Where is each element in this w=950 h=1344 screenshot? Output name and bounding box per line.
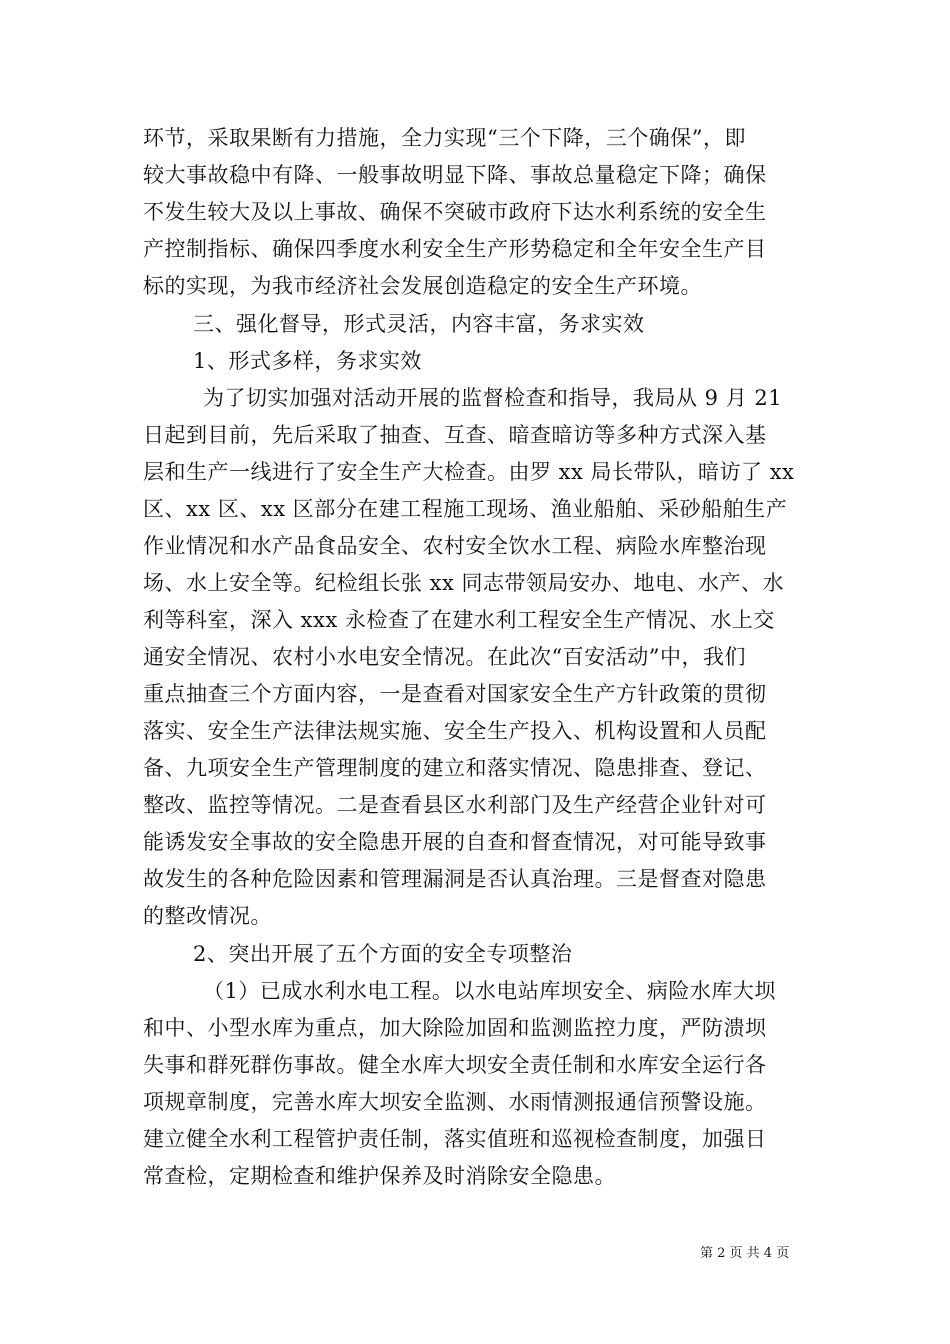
text-line: 落实、安全生产法律法规实施、安全生产投入、机构设置和人员配 bbox=[143, 719, 767, 743]
text-line: 失事和群死群伤事故。健全水库大坝安全责任制和水库安全运行各 bbox=[143, 1053, 767, 1077]
text-line: 常查检，定期检查和维护保养及时消除安全隐患。 bbox=[143, 1164, 616, 1188]
text-line: 区、xx 区、xx 区部分在建工程施工现场、渔业船舶、采砂船舶生产 bbox=[143, 497, 788, 521]
text-line: 建立健全水利工程管护责任制，落实值班和巡视检查制度，加强日 bbox=[143, 1127, 767, 1151]
subsection-heading: 1、形式多样，务求实效 bbox=[193, 349, 422, 373]
text-line: 作业情况和水产品食品安全、农村安全饮水工程、病险水库整治现 bbox=[143, 534, 767, 558]
text-line: 环节，采取果断有力措施，全力实现“三个下降，三个确保”，即 bbox=[143, 126, 746, 150]
text-line: 备、九项安全生产管理制度的建立和落实情况、隐患排查、登记、 bbox=[143, 756, 767, 780]
text-line: 能诱发安全事故的安全隐患开展的自查和督查情况，对可能导致事 bbox=[143, 830, 767, 854]
text-line: 项规章制度，完善水库大坝安全监测、水雨情测报通信预警设施。 bbox=[143, 1090, 767, 1114]
text-line: 通安全情况、农村小水电安全情况。在此次“百安活动”中，我们 bbox=[143, 645, 746, 669]
text-line: 重点抽查三个方面内容，一是查看对国家安全生产方针政策的贯彻 bbox=[143, 682, 767, 706]
text-line: 利等科室，深入 xxx 永检查了在建水利工程安全生产情况、水上交 bbox=[143, 608, 775, 632]
text-line: 较大事故稳中有降、一般事故明显下降、事故总量稳定下降；确保 bbox=[143, 163, 767, 187]
text-line: 层和生产一线进行了安全生产大检查。由罗 xx 局长带队，暗访了 xx bbox=[143, 460, 795, 484]
text-line: 整改、监控等情况。二是查看县区水利部门及生产经营企业针对可 bbox=[143, 793, 767, 817]
text-line: （1）已成水利水电工程。以水电站库坝安全、病险水库大坝 bbox=[203, 979, 776, 1003]
text-line: 的整改情况。 bbox=[143, 904, 272, 928]
text-line: 和中、小型水库为重点，加大除险加固和监测监控力度，严防溃坝 bbox=[143, 1016, 767, 1040]
page-number-footer: 第 2 页 共 4 页 bbox=[700, 1246, 790, 1261]
text-line: 日起到目前，先后采取了抽查、互查、暗查暗访等多种方式深入基 bbox=[143, 423, 767, 447]
section-heading: 三、强化督导，形式灵活，内容丰富，务求实效 bbox=[193, 312, 645, 336]
text-line: 标的实现，为我市经济社会发展创造稳定的安全生产环境。 bbox=[143, 274, 702, 298]
text-line: 不发生较大及以上事故、确保不突破市政府下达水利系统的安全生 bbox=[143, 200, 767, 224]
text-line: 为了切实加强对活动开展的监督检查和指导，我局从 9 月 21 bbox=[203, 386, 783, 410]
subsection-heading: 2、突出开展了五个方面的安全专项整治 bbox=[193, 942, 573, 966]
text-line: 故发生的各种危险因素和管理漏洞是否认真治理。三是督查对隐患 bbox=[143, 867, 767, 891]
text-line: 产控制指标、确保四季度水利安全生产形势稳定和全年安全生产目 bbox=[143, 237, 767, 261]
text-line: 场、水上安全等。纪检组长张 xx 同志带领局安办、地电、水产、水 bbox=[143, 571, 785, 595]
